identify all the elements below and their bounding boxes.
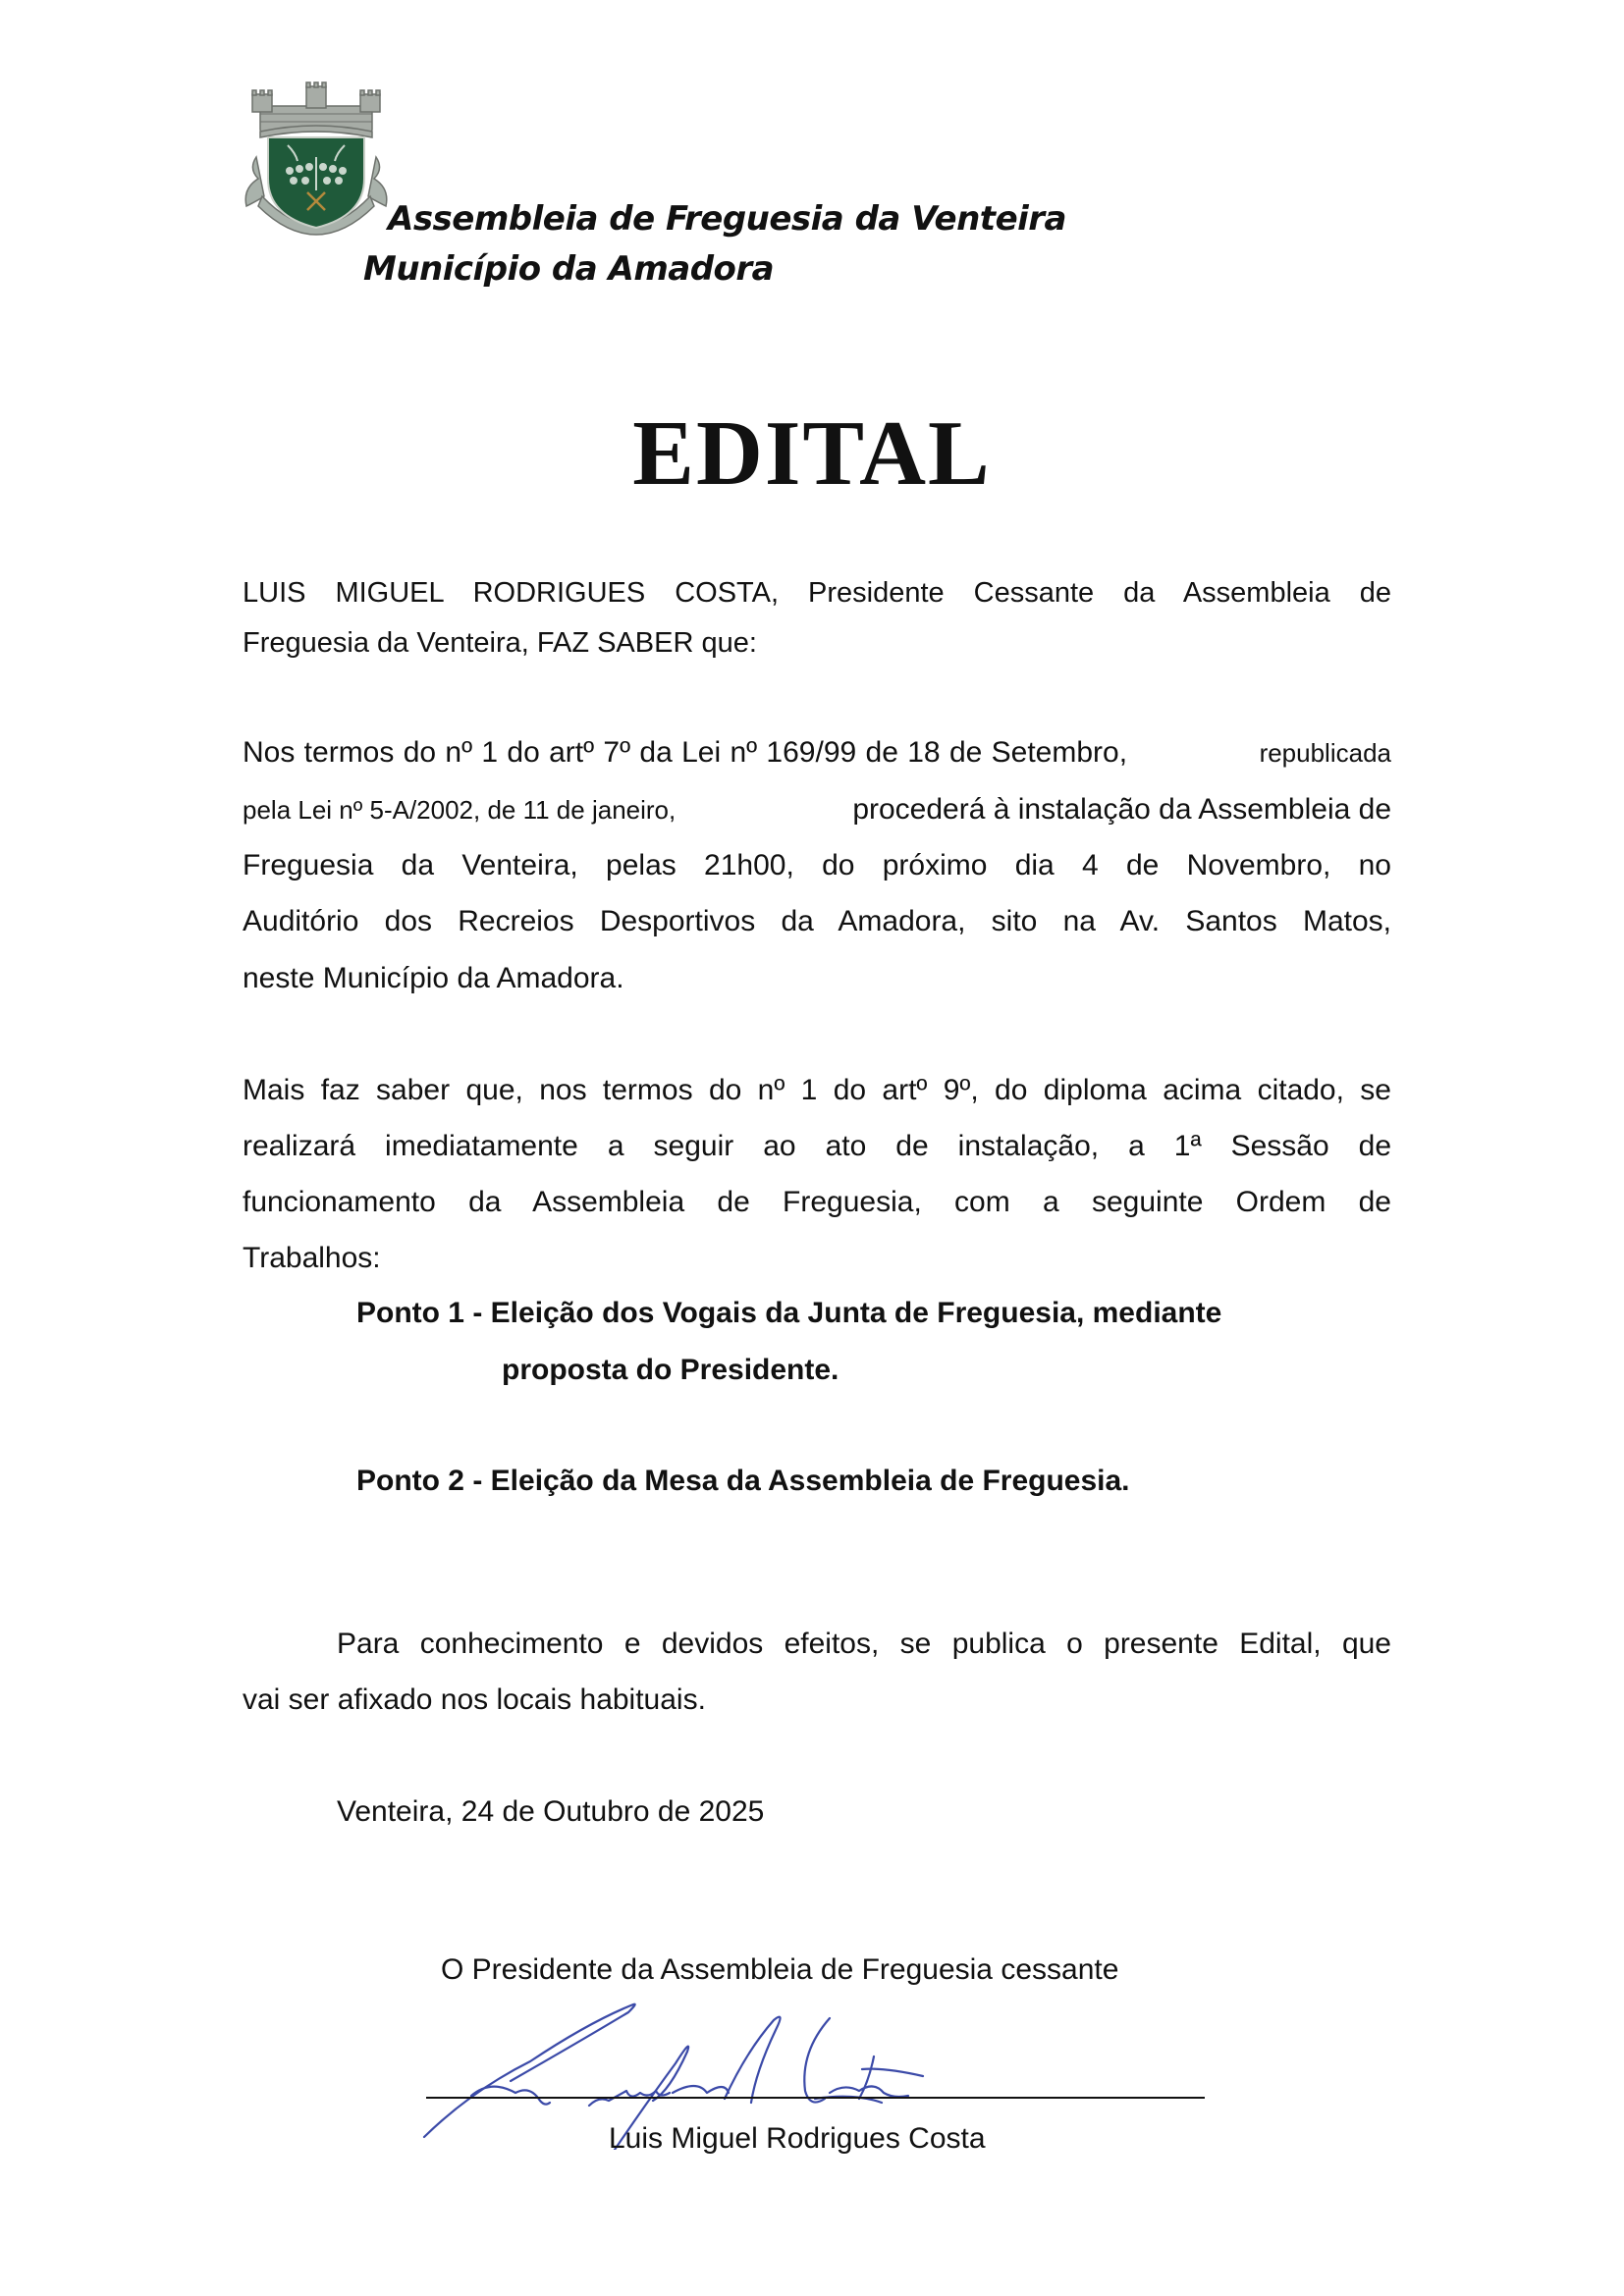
- agenda-text: Eleição dos Vogais da Junta de Freguesia, mediante: [490, 1297, 1222, 1329]
- paragraph-line: Auditório dos Recreios Desportivos da Amadora, sito na Av. Santos Matos,: [243, 905, 1391, 937]
- intro-line: LUIS MIGUEL RODRIGUES COSTA, Presidente Cessante da Assembleia de: [243, 577, 1391, 609]
- agenda-item-1-continuation: proposta do Presidente.: [502, 1354, 839, 1386]
- closing-line: Para conhecimento e devidos efeitos, se publica o presente Edital, que: [337, 1628, 1391, 1660]
- paragraph-text: procederá à instalação da Assembleia de: [852, 793, 1391, 826]
- paragraph-line: Mais faz saber que, nos termos do nº 1 do artº 9º, do diploma acima citado, se: [243, 1074, 1391, 1106]
- paragraph-line: [243, 793, 1391, 827]
- signature-line: [426, 2097, 1205, 2099]
- coat-of-arms-icon: [239, 80, 394, 238]
- org-name: Assembleia de Freguesia da Venteira: [388, 199, 1066, 239]
- paragraph-text: pela Lei nº 5-A/2002, de 11 de janeiro,: [243, 795, 677, 825]
- paragraph-line: [243, 736, 1391, 770]
- agenda-item-1: [356, 1296, 1221, 1331]
- document-title: EDITAL: [632, 402, 992, 505]
- paragraph-line: Freguesia da Venteira, pelas 21h00, do próximo dia 4 de Novembro, no: [243, 849, 1391, 881]
- agenda-label: Ponto 2 -: [356, 1465, 483, 1497]
- signatory-name: Luis Miguel Rodrigues Costa: [609, 2122, 986, 2155]
- municipality-name: Município da Amadora: [363, 249, 775, 289]
- paragraph-line: Trabalhos:: [243, 1242, 381, 1274]
- intro-line: Freguesia da Venteira, FAZ SABER que:: [243, 627, 757, 659]
- paragraph-text: Nos termos do nº 1 do artº 7º da Lei nº 169/99 de 18 de Setembro,: [243, 736, 1128, 769]
- paragraph-line: realizará imediatamente a seguir ao ato de instalação, a 1ª Sessão de: [243, 1130, 1391, 1162]
- paragraph-line: funcionamento da Assembleia de Freguesia, com a seguinte Ordem de: [243, 1186, 1391, 1218]
- signatory-role: O Presidente da Assembleia de Freguesia cessante: [441, 1953, 1119, 1986]
- paragraph-text: republicada: [1259, 738, 1391, 768]
- agenda-text: Eleição da Mesa da Assembleia de Freguesia.: [490, 1465, 1130, 1497]
- date-line: Venteira, 24 de Outubro de 2025: [337, 1795, 765, 1828]
- mural-crown: [252, 82, 380, 137]
- agenda-item-2: [356, 1464, 1130, 1499]
- paragraph-line: neste Município da Amadora.: [243, 962, 624, 994]
- agenda-label: Ponto 1 -: [356, 1297, 483, 1329]
- closing-line: vai ser afixado nos locais habituais.: [243, 1683, 706, 1716]
